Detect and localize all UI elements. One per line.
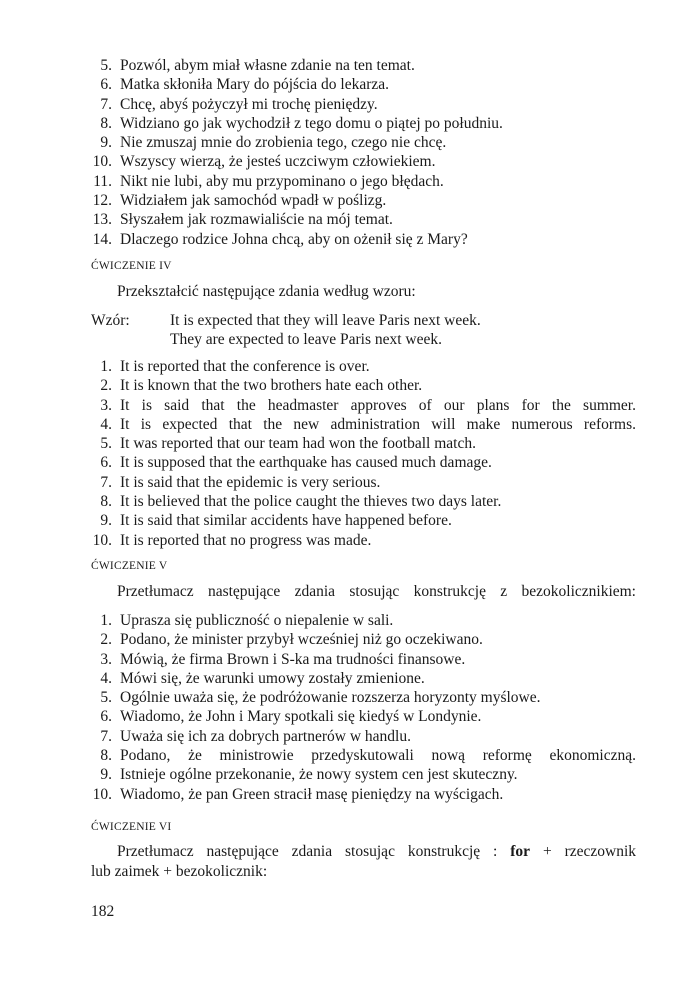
- list-item: 6. Matka skłoniła Mary do pójścia do lekarza.: [100, 76, 390, 94]
- list-item: 14. Dlaczego rodzice Johna chcą, aby on ożenił się z Mary?: [92, 230, 468, 248]
- list-item: 13. Słyszałem jak rozmawialiście na mój temat.: [92, 211, 393, 229]
- list-item: 6. It is supposed that the earthquake has caused much damage.: [100, 454, 492, 472]
- list-item: 2. Podano, że minister przybył wcześniej niż go oczekiwano.: [100, 631, 483, 649]
- exercise-5-heading: ĆWICZENIE V: [91, 560, 168, 572]
- list-item: 5. It was reported that our team had won the football match.: [100, 435, 476, 453]
- pattern-label: Wzór:: [91, 312, 130, 329]
- list-item: 1. Uprasza się publiczność o niepalenie w sali.: [100, 612, 394, 629]
- list-item: 6. Wiadomo, że John i Mary spotkali się kiedyś w Londynie.: [100, 708, 482, 726]
- list-item: 2. It is known that the two brothers hate each other.: [100, 377, 423, 395]
- list-item: 12. Widziałem jak samochód wpadł w poślizg.: [92, 192, 387, 210]
- list-item: 8. Widziano go jak wychodził z tego domu o piątej po południu.: [100, 114, 503, 132]
- list-item: 4. Mówi się, że warunki umowy zostały zmienione.: [100, 669, 425, 687]
- list-item: 10. Wszyscy wierzą, że jesteś uczciwym człowiekiem.: [92, 153, 436, 171]
- list-item: 8. It is believed that the police caught the thieves two days later.: [100, 493, 502, 511]
- list-item: 10. It is reported that no progress was made.: [92, 531, 372, 549]
- list-item: 3. It is said that the headmaster approves of our plans for the summer.: [100, 396, 636, 414]
- list-item: 7. Uważa się ich za dobrych partnerów w handlu.: [100, 727, 411, 745]
- pattern-line-2: They are expected to leave Paris next week.: [170, 331, 442, 348]
- list-item: 11. Nikt nie lubi, aby mu przypominano o jego błędach.: [93, 172, 444, 190]
- pattern-line-1: It is expected that they will leave Paris next week.: [170, 312, 481, 329]
- list-item: 5. Pozwól, abym miał własne zdanie na ten temat.: [100, 57, 415, 74]
- list-item: 3. Mówią, że firma Brown i S-ka ma trudności finansowe.: [100, 650, 466, 668]
- list-item: 5. Ogólnie uważa się, że podróżowanie rozszerza horyzonty myślowe.: [100, 689, 541, 707]
- list-item: 8. Podano, że ministrowie przedyskutowali nową reformę ekonomiczną.: [100, 747, 636, 765]
- list-item: 1. It is reported that the conference is over.: [100, 358, 370, 375]
- list-item: 10. Wiadomo, że pan Green stracił masę pieniędzy na wyścigach.: [92, 785, 504, 803]
- list-item: 9. Nie zmuszaj mnie do zrobienia tego, czego nie chcę.: [100, 134, 447, 152]
- exercise-4-instruction: Przekształcić następujące zdania według wzoru:: [117, 283, 416, 300]
- exercise-6-heading: ĆWICZENIE VI: [91, 821, 172, 833]
- exercise-5-list: [0, 611, 678, 804]
- list-item: 9. It is said that similar accidents have happened before.: [100, 512, 452, 530]
- exercise-4-heading: ĆWICZENIE IV: [91, 260, 172, 272]
- list-top: [0, 56, 678, 249]
- list-item: 4. It is expected that the new administration will make numerous reforms.: [100, 415, 636, 433]
- list-item: 7. It is said that the epidemic is very serious.: [100, 473, 381, 491]
- list-item: 7. Chcę, abyś pożyczył mi trochę pieniędzy.: [100, 95, 378, 113]
- exercise-4-list: [0, 357, 678, 550]
- exercise-5-instruction: Przetłumacz następujące zdania stosując konstrukcję z bezokolicznikiem:: [117, 583, 636, 600]
- page-number: 182: [91, 903, 115, 920]
- list-item: 9. Istnieje ogólne przekonanie, że nowy system cen jest skuteczny.: [100, 766, 518, 784]
- exercise-6-instruction: Przetłumacz następujące zdania stosując konstrukcję : for + rzeczownik lub zaimek + bezokolicznik:: [91, 843, 636, 880]
